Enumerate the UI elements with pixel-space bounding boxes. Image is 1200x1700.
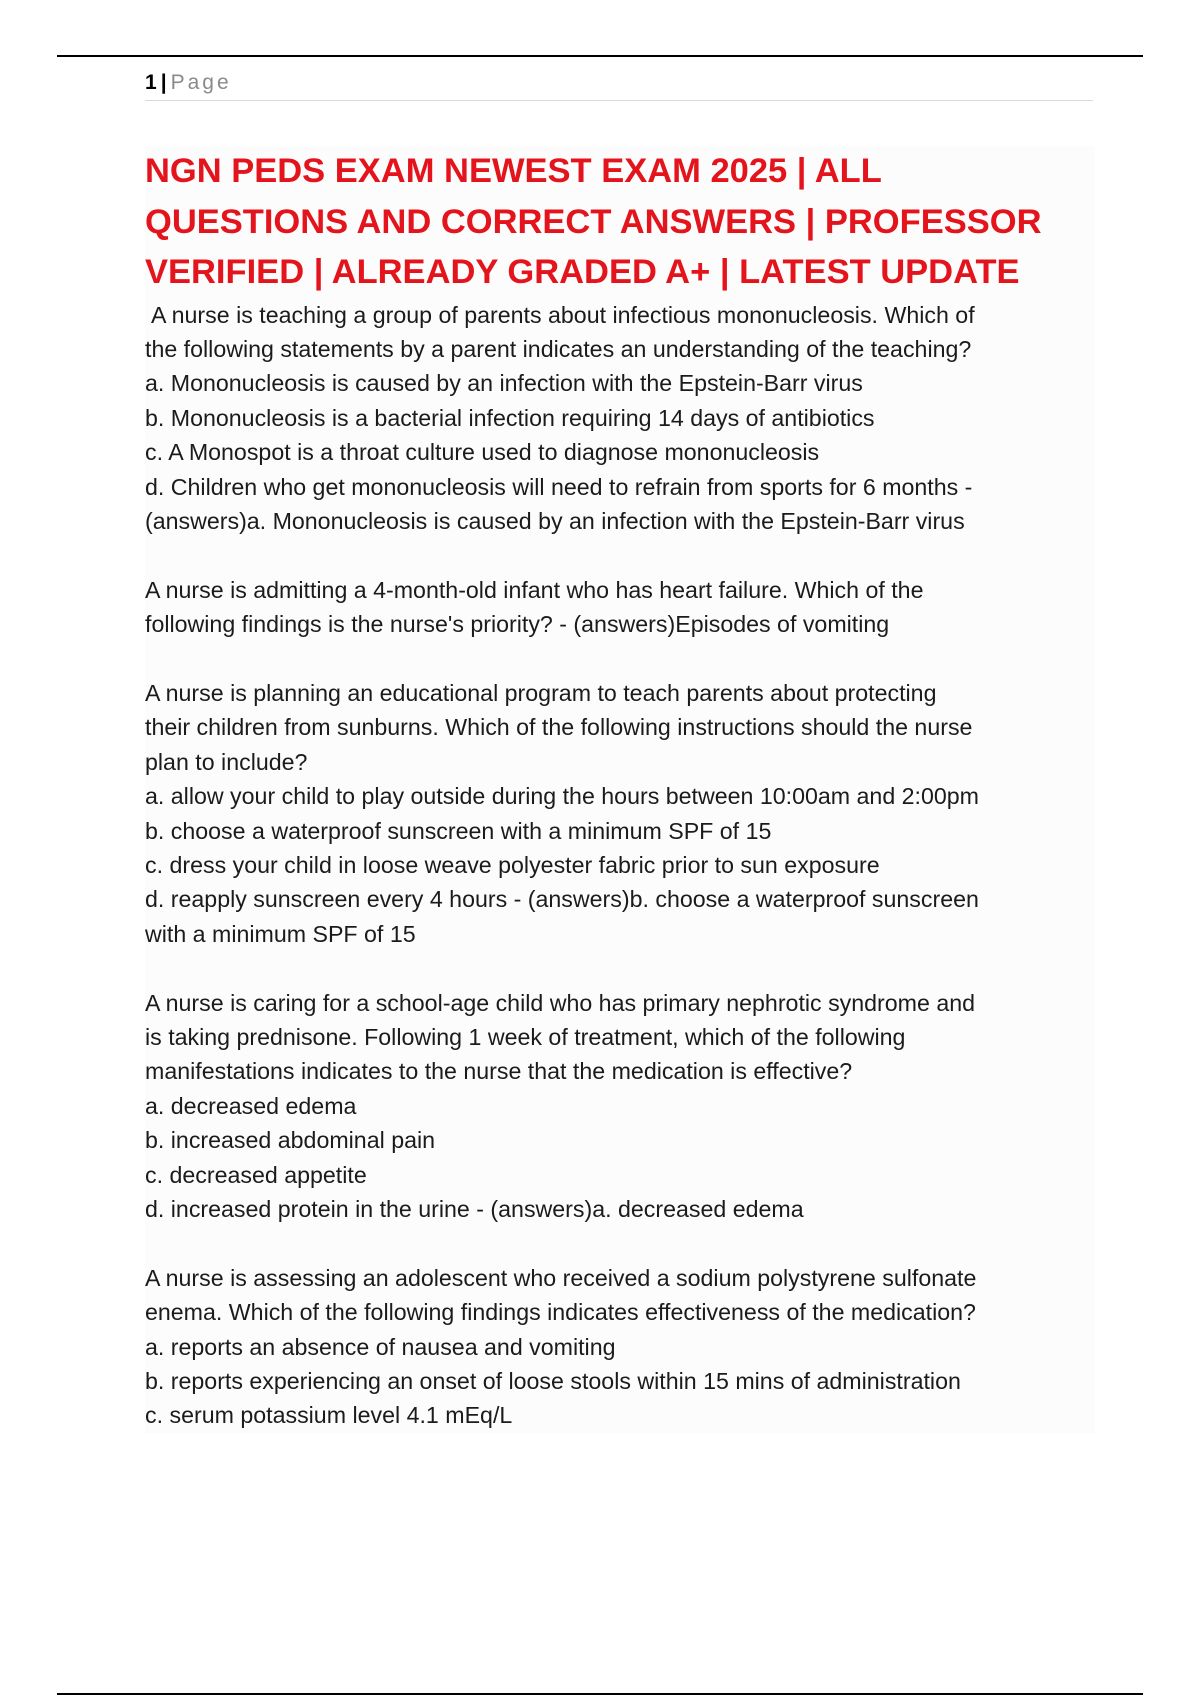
question-line: A nurse is assessing an adolescent who received a sodium polystyrene sulfonate — [145, 1264, 977, 1291]
answer-option: d. Children who get mononucleosis will need to refrain from sports for 6 months - — [145, 473, 973, 500]
answer-option: b. increased abdominal pain — [145, 1127, 436, 1154]
answer-option: a. reports an absence of nausea and vomiting — [145, 1333, 616, 1360]
document-body — [145, 146, 1095, 1433]
question-block — [145, 298, 1095, 539]
answer-option: d. reapply sunscreen every 4 hours - (answers)b. choose a waterproof sunscreen — [145, 886, 979, 913]
question-line: the following statements by a parent indicates an understanding of the teaching? — [145, 335, 972, 362]
answer-option: b. Mononucleosis is a bacterial infection requiring 14 days of antibiotics — [145, 404, 875, 431]
answer-option: b. reports experiencing an onset of loose stools within 15 mins of administration — [145, 1368, 961, 1395]
title-line: NGN PEDS EXAM NEWEST EXAM 2025 | ALL — [145, 152, 882, 190]
question-line: enema. Which of the following findings indicates effectiveness of the medication? — [145, 1299, 976, 1326]
page-number: 1 — [145, 71, 157, 94]
question-line: A nurse is teaching a group of parents about infectious mononucleosis. Which of — [151, 301, 975, 328]
question-block — [145, 986, 1095, 1227]
question-line: A nurse is caring for a school-age child who has primary nephrotic syndrome and — [145, 989, 976, 1016]
correct-answer: following findings is the nurse's priority? - (answers)Episodes of vomiting — [145, 611, 890, 638]
page-label: Page — [170, 71, 232, 94]
answer-option: c. serum potassium level 4.1 mEq/L — [145, 1402, 513, 1429]
question-line: is taking prednisone. Following 1 week of treatment, which of the following — [145, 1023, 906, 1050]
page-header — [145, 66, 1093, 101]
question-block — [145, 1261, 1095, 1433]
answer-option: c. dress your child in loose weave polyester fabric prior to sun exposure — [145, 851, 880, 878]
answer-option: b. choose a waterproof sunscreen with a minimum SPF of 15 — [145, 817, 772, 844]
correct-answer: with a minimum SPF of 15 — [145, 920, 416, 947]
answer-option: c. A Monospot is a throat culture used to diagnose mononucleosis — [145, 439, 820, 466]
correct-answer: d. increased protein in the urine - (answers)a. decreased edema — [145, 1196, 804, 1223]
answer-option: c. decreased appetite — [145, 1161, 367, 1188]
question-block — [145, 676, 1095, 951]
bottom-rule — [57, 1693, 1143, 1695]
answer-option: a. allow your child to play outside during the hours between 10:00am and 2:00pm — [145, 783, 979, 810]
question-line: A nurse is planning an educational program to teach parents about protecting — [145, 679, 937, 706]
correct-answer: (answers)a. Mononucleosis is caused by an infection with the Epstein-Barr virus — [145, 507, 965, 534]
answer-option: a. decreased edema — [145, 1092, 357, 1119]
page-separator: | — [160, 71, 167, 94]
document-title — [145, 146, 1095, 298]
title-line: QUESTIONS AND CORRECT ANSWERS | PROFESSOR — [145, 202, 1042, 241]
title-line: VERIFIED | ALREADY GRADED A+ | LATEST UPDATE — [145, 253, 1020, 291]
question-block — [145, 573, 1095, 642]
question-line: plan to include? — [145, 748, 308, 775]
top-rule — [57, 55, 1143, 57]
answer-option: a. Mononucleosis is caused by an infection with the Epstein-Barr virus — [145, 370, 863, 397]
question-line: their children from sunburns. Which of the following instructions should the nurse — [145, 714, 973, 741]
question-line: manifestations indicates to the nurse that the medication is effective? — [145, 1058, 853, 1085]
question-line: A nurse is admitting a 4-month-old infant who has heart failure. Which of the — [145, 576, 924, 603]
